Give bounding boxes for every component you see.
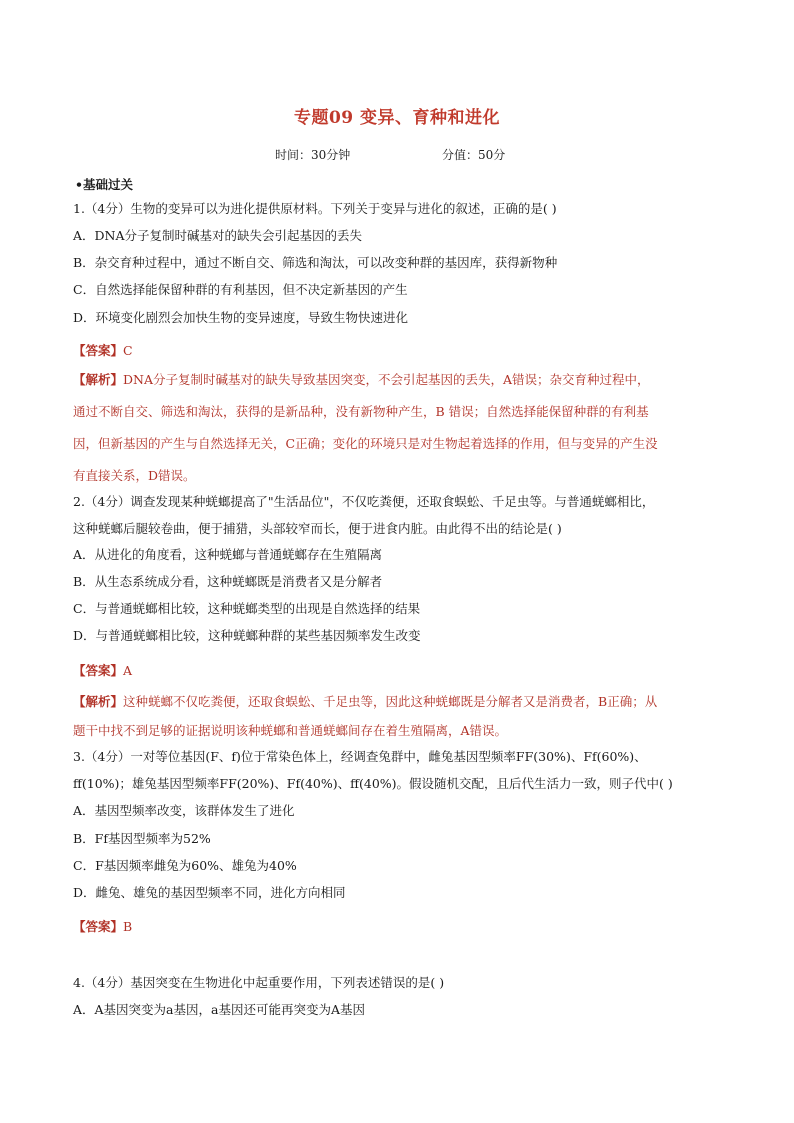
q1-analysis-line-2: 通过不断自交、筛选和淘汰，获得的是新品种，没有新物种产生，B 错误；自然选择能保留种群的有利基	[73, 404, 649, 419]
page-title: 专题09 变异、育种和进化	[293, 108, 501, 128]
q3-stem-line-1: 3.（4分）一对等位基因(F、f)位于常染色体上，经调查兔群中，雌兔基因型频率FF(30%)、Ff(60%)、	[73, 749, 647, 764]
answer-value: C	[123, 343, 133, 358]
q1-analysis-line-1: 【解析】DNA分子复制时碱基对的缺失导致基因突变，不会引起基因的丢失，A错误；杂交育种过程中，	[73, 372, 650, 387]
q1-option-c: C．自然选择能保留种群的有利基因，但不决定新基因的产生	[73, 282, 408, 297]
q3-stem-line-2: ff(10%)；雄兔基因型频率FF(20%)、Ff(40%)、ff(40%)。假设随机交配，且后代生活力一致，则子代中( )	[73, 776, 673, 791]
q1-option-a: A．DNA分子复制时碱基对的缺失会引起基因的丢失	[73, 228, 363, 243]
answer-value: B	[123, 919, 133, 934]
q1-option-b: B．杂交育种过程中，通过不断自交、筛选和淘汰，可以改变种群的基因库，获得新物种	[73, 255, 558, 270]
q2-option-c: C．与普通蜣螂相比较，这种蜣螂类型的出现是自然选择的结果	[73, 601, 421, 616]
q4-option-a: A．A基因突变为a基因，a基因还可能再突变为A基因	[73, 1002, 365, 1017]
q3-option-b: B．Ff基因型频率为52%	[73, 831, 211, 846]
time-limit: 时间：30分钟	[275, 148, 351, 162]
analysis-tag: 【解析】	[73, 372, 124, 387]
section-heading: •基础过关	[75, 177, 133, 192]
q3-option-d: D．雌兔、雄兔的基因型频率不同，进化方向相同	[73, 885, 346, 900]
q2-analysis-line-1: 【解析】这种蜣螂不仅吃粪便，还取食蜈蚣、千足虫等，因此这种蜣螂既是分解者又是消费者，B正确；从	[73, 694, 658, 709]
q2-analysis-line-2: 题干中找不到足够的证据说明该种蜣螂和普通蜣螂间存在着生殖隔离，A错误。	[73, 723, 508, 738]
q1-analysis-line-3: 因，但新基因的产生与自然选择无关，C正确；变化的环境只是对生物起着选择的作用，但与变异的产生没	[73, 436, 658, 451]
q1-option-d: D．环境变化剧烈会加快生物的变异速度，导致生物快速进化	[73, 310, 409, 325]
answer-value: A	[123, 663, 133, 678]
q2-stem-line-2: 这种蜣螂后腿较卷曲，便于捕猎，头部较窄而长，便于进食内脏。由此得不出的结论是( )	[73, 521, 562, 536]
q1-stem: 1.（4分）生物的变异可以为进化提供原材料。下列关于变异与进化的叙述，正确的是( )	[73, 201, 557, 216]
q3-answer	[73, 919, 132, 935]
analysis-tag: 【解析】	[73, 694, 124, 709]
q2-option-a: A．从进化的角度看，这种蜣螂与普通蜣螂存在生殖隔离	[73, 547, 383, 562]
score-value: 分值：50分	[442, 148, 506, 162]
q3-option-c: C．F基因频率雌兔为60%、雄兔为40%	[73, 858, 297, 873]
answer-tag: 【答案】	[73, 663, 124, 678]
q2-option-b: B．从生态系统成分看，这种蜣螂既是消费者又是分解者	[73, 574, 383, 589]
q2-answer	[73, 663, 132, 679]
answer-tag: 【答案】	[73, 343, 124, 358]
q1-answer	[73, 343, 133, 359]
q2-stem-line-1: 2.（4分）调查发现某种蜣螂提高了"生活品位"，不仅吃粪便，还取食蜈蚣、千足虫等。与普通蜣螂相比，	[73, 494, 655, 509]
answer-tag: 【答案】	[73, 919, 124, 934]
q1-analysis-line-4: 有直接关系，D错误。	[73, 468, 196, 483]
q4-stem: 4.（4分）基因突变在生物进化中起重要作用，下列表述错误的是( )	[73, 975, 445, 990]
q3-option-a: A．基因型频率改变，该群体发生了进化	[73, 803, 295, 818]
q2-option-d: D．与普通蜣螂相比较，这种蜣螂种群的某些基因频率发生改变	[73, 628, 421, 643]
